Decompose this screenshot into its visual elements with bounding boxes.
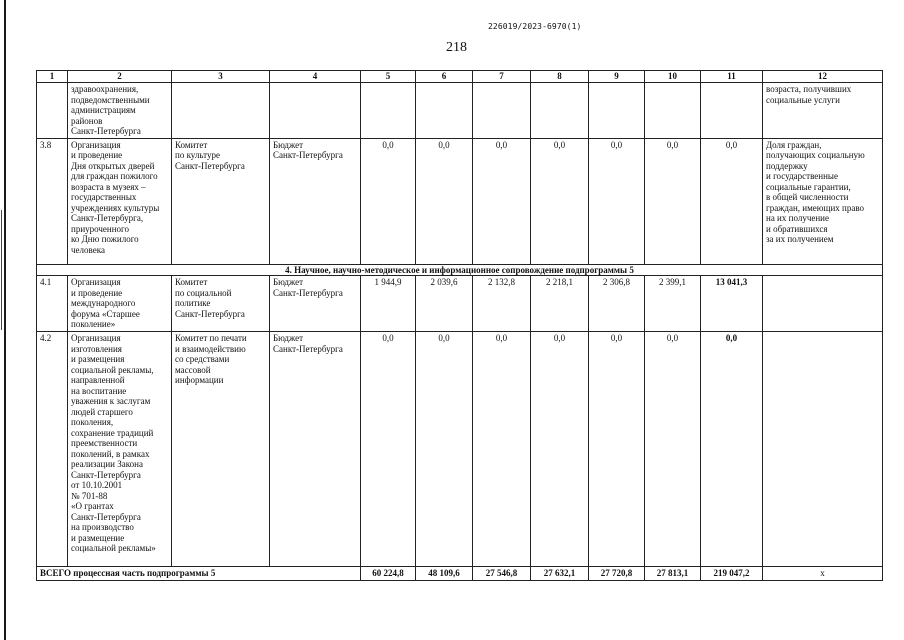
value-2028: 0,0 bbox=[589, 138, 645, 264]
value-2026: 2 132,8 bbox=[473, 276, 531, 332]
total-label: ВСЕГО процессная часть подпрограммы 5 bbox=[37, 567, 361, 581]
continuation-indicator: возраста, получивших социальные услуги bbox=[763, 83, 883, 139]
value-2024: 1 944,9 bbox=[361, 276, 416, 332]
funding-source: Бюджет Санкт-Петербурга bbox=[270, 138, 361, 264]
value-2026: 0,0 bbox=[473, 138, 531, 264]
total-row bbox=[37, 567, 883, 581]
executor: Комитет по культуре Санкт-Петербурга bbox=[172, 138, 270, 264]
col-header-7: 7 bbox=[473, 71, 531, 83]
col-header-12: 12 bbox=[763, 71, 883, 83]
event-name: Организация изготовления и размещения социальной рекламы, направленной на воспитание уважения к заслугам людей старшего поколения, сохранение традиций преемственности поколений, в рамках реализации Закона Санкт-Петербурга от 10.10.2001 № 701-88 «О грантах Санкт-Петербурга на производство и размещение социальной рекламы» bbox=[68, 332, 172, 567]
page-number: 218 bbox=[446, 40, 467, 55]
section-heading-row bbox=[37, 264, 883, 276]
table-row-4-2 bbox=[37, 332, 883, 567]
value-total: 0,0 bbox=[701, 332, 763, 567]
value-2028: 0,0 bbox=[589, 332, 645, 567]
indicator: Доля граждан, получающих социальную поддержку и государственные социальные гарантии, в общей численности граждан, имеющих право на их получение и обратившихся за их получением bbox=[763, 138, 883, 264]
value-2024: 0,0 bbox=[361, 332, 416, 567]
col-header-5: 5 bbox=[361, 71, 416, 83]
value-2027: 0,0 bbox=[531, 332, 589, 567]
value-2026: 0,0 bbox=[473, 332, 531, 567]
value-2029: 0,0 bbox=[645, 138, 701, 264]
col-header-8: 8 bbox=[531, 71, 589, 83]
value-2029: 0,0 bbox=[645, 332, 701, 567]
col-header-3: 3 bbox=[172, 71, 270, 83]
scan-edge-mark bbox=[4, 0, 6, 640]
value-2027: 2 218,1 bbox=[531, 276, 589, 332]
value-total: 13 041,3 bbox=[701, 276, 763, 332]
program-table bbox=[36, 70, 883, 581]
event-name: Организация и проведение Дня открытых дверей для граждан пожилого возраста в музеях – государственных учреждениях культуры Санкт-Петербурга, приуроченного ко Дню пожилого человека bbox=[68, 138, 172, 264]
executor: Комитет по социальной политике Санкт-Петербурга bbox=[172, 276, 270, 332]
value-2029: 2 399,1 bbox=[645, 276, 701, 332]
col-header-11: 11 bbox=[701, 71, 763, 83]
col-header-1: 1 bbox=[37, 71, 68, 83]
section-4-title: 4. Научное, научно-методическое и информационное сопровождение подпрограммы 5 bbox=[37, 264, 883, 276]
total-indicator: х bbox=[763, 567, 883, 581]
document-id: 226019/2023-6970(1) bbox=[488, 22, 582, 31]
col-header-4: 4 bbox=[270, 71, 361, 83]
value-2025: 0,0 bbox=[416, 332, 473, 567]
total-2028: 27 720,8 bbox=[589, 567, 645, 581]
value-2027: 0,0 bbox=[531, 138, 589, 264]
total-2024: 60 224,8 bbox=[361, 567, 416, 581]
total-2025: 48 109,6 bbox=[416, 567, 473, 581]
col-header-10: 10 bbox=[645, 71, 701, 83]
total-sum: 219 047,2 bbox=[701, 567, 763, 581]
value-2025: 0,0 bbox=[416, 138, 473, 264]
value-2024: 0,0 bbox=[361, 138, 416, 264]
indicator bbox=[763, 332, 883, 567]
total-2026: 27 546,8 bbox=[473, 567, 531, 581]
column-number-row bbox=[37, 71, 883, 83]
col-header-6: 6 bbox=[416, 71, 473, 83]
scan-edge-mark-2 bbox=[1, 210, 2, 330]
event-name: Организация и проведение международного форума «Старшее поколение» bbox=[68, 276, 172, 332]
value-2028: 2 306,8 bbox=[589, 276, 645, 332]
indicator bbox=[763, 276, 883, 332]
funding-source: Бюджет Санкт-Петербурга bbox=[270, 276, 361, 332]
total-2027: 27 632,1 bbox=[531, 567, 589, 581]
col-header-9: 9 bbox=[589, 71, 645, 83]
row-number: 3.8 bbox=[37, 138, 68, 264]
total-2029: 27 813,1 bbox=[645, 567, 701, 581]
continuation-name: здравоохранения, подведомственными администрациям районов Санкт-Петербурга bbox=[68, 83, 172, 139]
table-row-3-8 bbox=[37, 138, 883, 264]
value-2025: 2 039,6 bbox=[416, 276, 473, 332]
executor: Комитет по печати и взаимодействию со средствами массовой информации bbox=[172, 332, 270, 567]
value-total: 0,0 bbox=[701, 138, 763, 264]
col-header-2: 2 bbox=[68, 71, 172, 83]
row-number: 4.1 bbox=[37, 276, 68, 332]
row-number: 4.2 bbox=[37, 332, 68, 567]
table-row-4-1 bbox=[37, 276, 883, 332]
funding-source: Бюджет Санкт-Петербурга bbox=[270, 332, 361, 567]
continuation-row bbox=[37, 83, 883, 139]
